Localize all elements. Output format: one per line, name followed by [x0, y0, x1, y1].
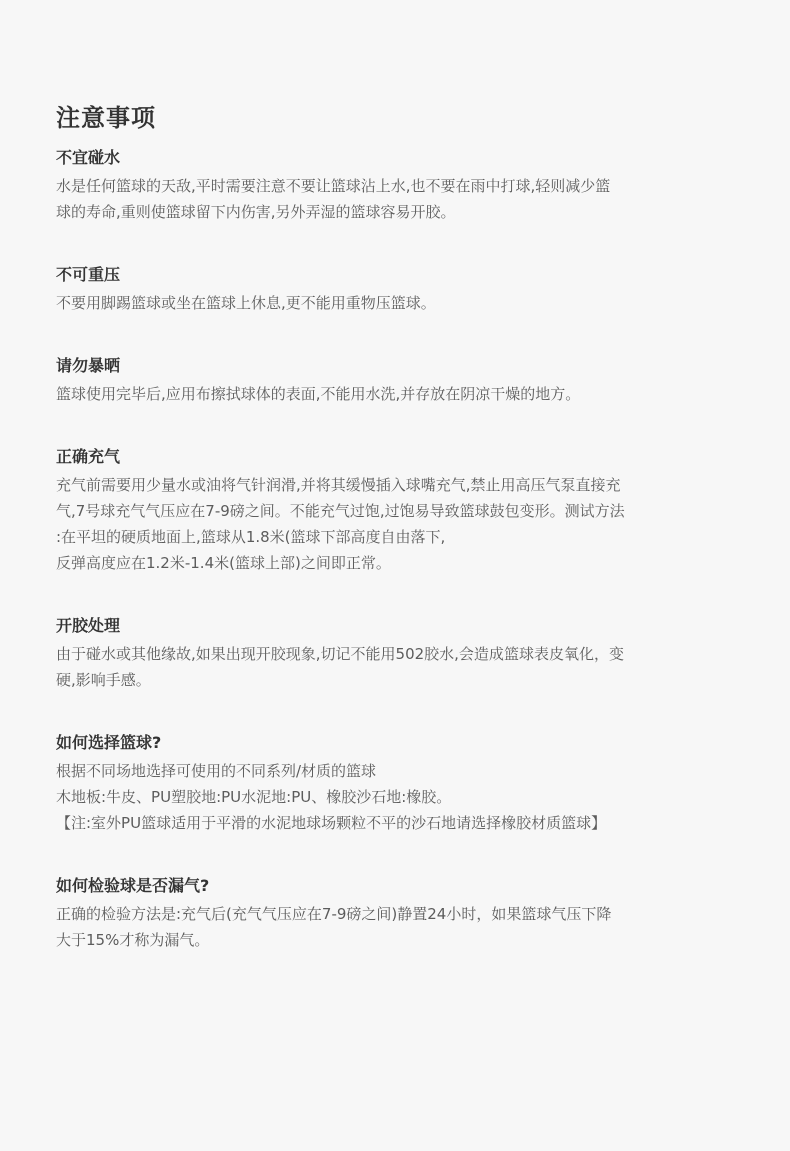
section-text-line: 根据不同场地选择可使用的不同系列/材质的篮球: [56, 762, 377, 780]
section-text-line: 【注:室外PU篮球适用于平滑的水泥地球场颗粒不平的沙石地请选择橡胶材质篮球】: [56, 814, 607, 832]
section-text-line: 水是任何篮球的天敌,平时需要注意不要让篮球沾上水,也不要在雨中打球,轻则减少篮: [56, 177, 611, 195]
section-glue-repair: [56, 614, 790, 693]
section-heading: 开胶处理: [56, 616, 121, 635]
section-sunlight: [56, 354, 790, 407]
section-text-line: 木地板:牛皮、PU塑胶地:PU水泥地:PU、橡胶沙石地:橡胶。: [56, 788, 452, 806]
section-heading: 正确充气: [56, 447, 121, 466]
section-text-line: 由于碰水或其他缘故,如果出现开胶现象,切记不能用502胶水,会造成篮球表皮氧化，变: [56, 645, 624, 663]
section-text-line: :在平坦的硬质地面上,篮球从1.8米(篮球下部高度自由落下,: [56, 528, 446, 546]
section-pressure: [56, 263, 790, 316]
section-text-line: 正确的检验方法是:充气后(充气气压应在7-9磅之间)静置24小时，如果篮球气压下降: [56, 905, 612, 923]
section-text-line: 篮球使用完毕后,应用布擦拭球体的表面,不能用水洗,并存放在阴凉干燥的地方。: [56, 385, 581, 403]
section-leak-check: [56, 874, 790, 953]
section-water: [56, 146, 790, 225]
section-heading: 如何选择篮球?: [56, 733, 162, 752]
section-text-line: 硬,影响手感。: [56, 671, 151, 689]
section-text-line: 充气前需要用少量水或油将气针润滑,并将其缓慢插入球嘴充气,禁止用高压气泵直接充: [56, 476, 621, 494]
section-heading: 不宜碰水: [56, 148, 121, 167]
section-text-line: 不要用脚踢篮球或坐在篮球上休息,更不能用重物压篮球。: [56, 294, 436, 312]
section-text-line: 反弹高度应在1.2米-1.4米(篮球上部)之间即正常。: [56, 554, 391, 572]
section-text-line: 气,7号球充气气压应在7-9磅之间。不能充气过饱,过饱易导致篮球鼓包变形。测试方法: [56, 502, 625, 520]
section-heading: 请勿暴晒: [56, 356, 121, 375]
page-title: 注意事项: [56, 104, 156, 132]
section-choose-ball: [56, 731, 790, 836]
section-heading: 如何检验球是否漏气?: [56, 876, 210, 895]
section-text-line: 大于15%才称为漏气。: [56, 931, 210, 949]
section-heading: 不可重压: [56, 265, 121, 284]
section-inflation: [56, 445, 790, 576]
section-text-line: 球的寿命,重则使篮球留下内伤害,另外弄湿的篮球容易开胶。: [56, 203, 456, 221]
